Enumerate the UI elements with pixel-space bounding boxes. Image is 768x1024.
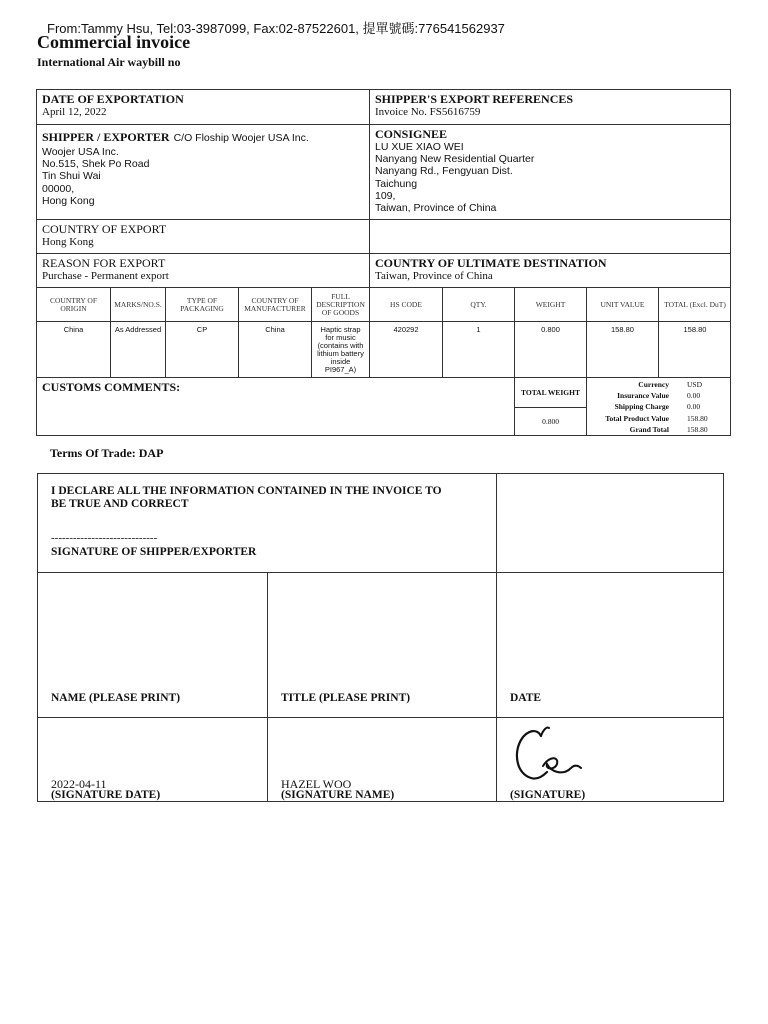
customs-comments-label: CUSTOMS COMMENTS:	[42, 380, 181, 394]
cell-total: 158.80	[658, 321, 731, 377]
insurance-value: 0.00	[687, 391, 701, 401]
destination-value: Taiwan, Province of China	[375, 270, 493, 282]
currency-value: USD	[687, 380, 703, 389]
consignee-line: Taiwan, Province of China	[375, 202, 497, 215]
col-header-total: TOTAL (Excl. DuT)	[658, 287, 731, 321]
empty-cell	[369, 219, 731, 253]
consignee-label: CONSIGNEE	[375, 127, 448, 141]
shipper-address-line: 00000,	[42, 182, 75, 195]
col-header-marks: MARKS/NO.S.	[110, 287, 165, 321]
col-header-qty: QTY.	[442, 287, 514, 321]
reason-for-export-value: Purchase - Permanent export	[42, 270, 169, 282]
reason-for-export-cell	[37, 253, 369, 287]
date-of-exportation-label: DATE OF EXPORTATION	[42, 92, 184, 106]
signature-name-label: (SIGNATURE NAME)	[281, 789, 395, 801]
col-header-description: FULL DESCRIPTION OF GOODS	[311, 287, 369, 321]
title-cell	[267, 572, 496, 717]
export-references-label: SHIPPER'S EXPORT REFERENCES	[375, 92, 574, 106]
cell-manufacturer: China	[238, 321, 311, 377]
country-of-export-cell	[37, 219, 369, 253]
date-of-exportation-cell	[37, 90, 369, 124]
shipper-signature-label: SIGNATURE OF SHIPPER/EXPORTER	[51, 546, 257, 558]
name-label: NAME (PLEASE PRINT)	[51, 692, 181, 704]
insurance-label: Insurance Value	[617, 391, 669, 401]
currency-label: Currency	[638, 380, 669, 389]
col-header-weight: WEIGHT	[514, 287, 586, 321]
date-of-exportation-value: April 12, 2022	[42, 106, 107, 118]
signature-label: (SIGNATURE)	[510, 789, 586, 801]
declaration-text: BE TRUE AND CORRECT	[51, 498, 189, 510]
shipper-label: SHIPPER / EXPORTER	[42, 130, 170, 144]
signature-date-value: 2022-04-11	[51, 777, 107, 791]
grand-total-label: Grand Total	[629, 424, 669, 434]
cell-marks: As Addressed	[110, 321, 165, 377]
fax-header-line: From:Tammy Hsu, Tel:03-3987099, Fax:02-87522601, 提單號碼:776541562937	[47, 21, 505, 36]
cell-packaging: CP	[165, 321, 238, 377]
cell-country-of-origin: China	[37, 321, 110, 377]
declaration-cell	[38, 474, 496, 572]
document-title: Commercial invoice	[37, 32, 191, 52]
shipper-address-line: Woojer USA Inc.	[42, 146, 119, 158]
cell-qty: 1	[442, 321, 514, 377]
country-of-export-label: COUNTRY OF EXPORT	[42, 222, 167, 236]
col-header-hs-code: HS CODE	[369, 287, 442, 321]
cell-description: Haptic strap for music (contains with lithium battery inside PI967_A)	[311, 321, 369, 377]
consignee-line: Taichung	[375, 177, 418, 190]
handwritten-signature	[507, 722, 587, 790]
col-header-manufacturer: COUNTRY OF MANUFACTURER	[238, 287, 311, 321]
total-weight-value: 0.800	[514, 407, 586, 435]
terms-of-trade: Terms Of Trade: DAP	[50, 446, 164, 460]
cell-hs-code: 420292	[369, 321, 442, 377]
reason-for-export-label: REASON FOR EXPORT	[42, 256, 166, 270]
date-label: DATE	[510, 692, 542, 704]
consignee-line: Nanyang Rd., Fengyuan Dist.	[375, 165, 513, 178]
consignee-line: Nanyang New Residential Quarter	[375, 153, 535, 166]
grand-total-value: 158.80	[687, 424, 708, 434]
declaration-empty-cell	[496, 474, 723, 572]
destination-label: COUNTRY OF ULTIMATE DESTINATION	[375, 256, 607, 270]
shipper-name: C/O Floship Woojer USA Inc.	[173, 132, 309, 144]
shipper-address-line: Hong Kong	[42, 194, 95, 207]
signature-date-cell	[38, 717, 267, 801]
country-of-export-value: Hong Kong	[42, 236, 94, 248]
shipper-cell	[37, 124, 369, 219]
consignee-line: 109,	[375, 189, 396, 202]
shipping-value: 0.00	[687, 402, 701, 412]
total-weight-label: TOTAL WEIGHT	[514, 377, 586, 407]
product-value: 158.80	[687, 413, 708, 423]
shipper-address-line: Tin Shui Wai	[42, 170, 101, 183]
destination-cell	[369, 253, 731, 287]
consignee-cell	[369, 124, 731, 219]
totals-cell	[586, 377, 731, 435]
date-cell	[496, 572, 723, 717]
col-header-packaging: TYPE OF PACKAGING	[165, 287, 238, 321]
name-cell	[38, 572, 267, 717]
declaration-table	[37, 473, 724, 802]
signature-cell	[496, 717, 723, 801]
col-header-unit-value: UNIT VALUE	[586, 287, 658, 321]
signature-name-value: HAZEL WOO	[281, 777, 352, 791]
signature-name-cell	[267, 717, 496, 801]
air-waybill-label: International Air waybill no	[37, 55, 181, 69]
shipper-address-line: No.515, Shek Po Road	[42, 158, 150, 171]
customs-comments-cell	[37, 377, 514, 435]
invoice-number: Invoice No. FS5616759	[375, 106, 481, 118]
title-label: TITLE (PLEASE PRINT)	[281, 692, 411, 704]
shipping-label: Shipping Charge	[614, 402, 669, 412]
declaration-text: I DECLARE ALL THE INFORMATION CONTAINED IN THE INVOICE TO	[51, 485, 442, 497]
cell-unit-value: 158.80	[586, 321, 658, 377]
invoice-table	[36, 89, 731, 436]
signature-date-label: (SIGNATURE DATE)	[51, 789, 161, 801]
signature-dashes: -----------------------------	[51, 532, 158, 544]
product-value-label: Total Product Value	[605, 413, 669, 423]
export-references-cell	[369, 90, 731, 124]
consignee-line: LU XUE XIAO WEI	[375, 141, 464, 153]
col-header-country-of-origin: COUNTRY OF ORIGIN	[37, 287, 110, 321]
cell-weight: 0.800	[514, 321, 586, 377]
